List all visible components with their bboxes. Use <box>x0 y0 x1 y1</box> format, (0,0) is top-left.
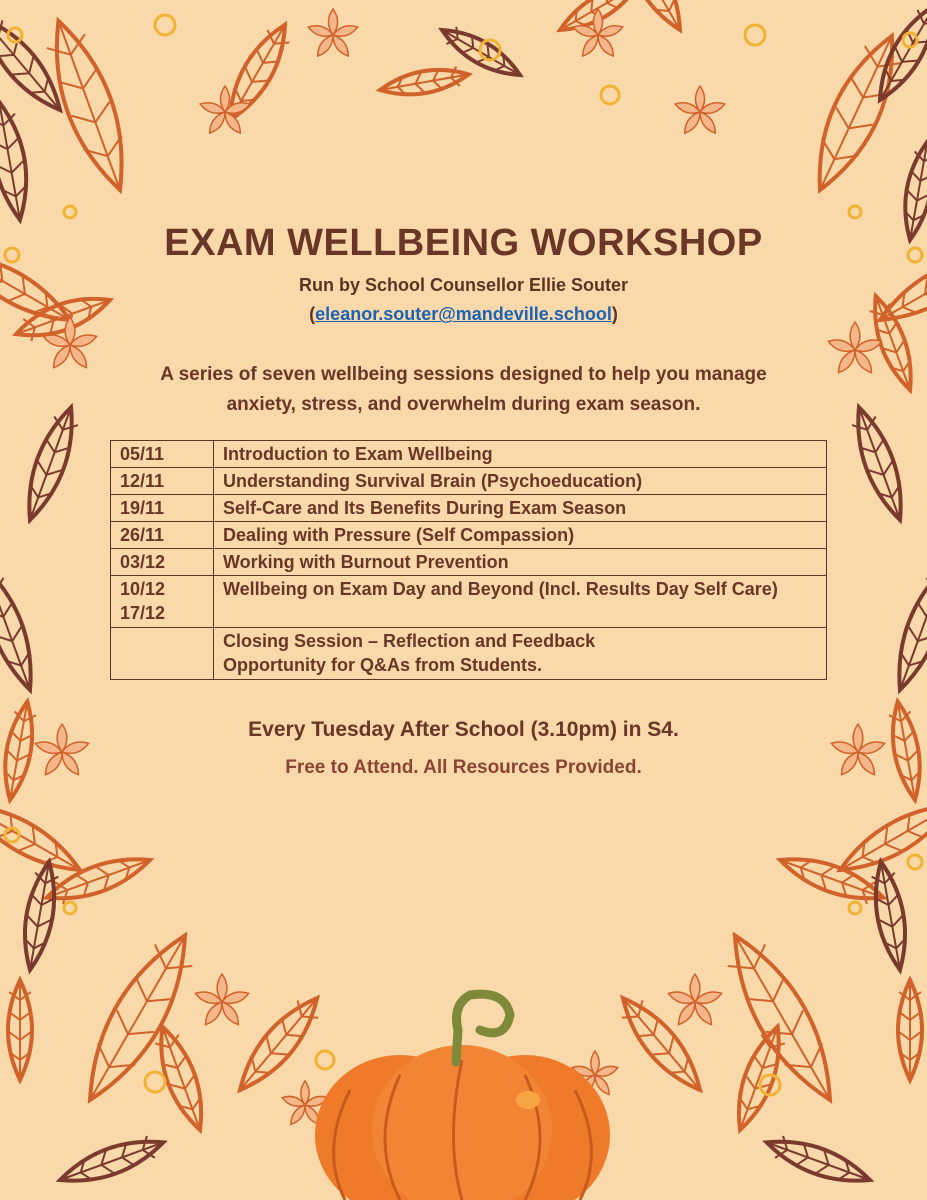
note-text: Free to Attend. All Resources Provided. <box>285 757 642 778</box>
paren-close: ) <box>611 304 618 324</box>
leaf-icon <box>868 0 927 107</box>
leaf-icon <box>846 402 913 524</box>
session-topic-line: Closing Session – Reflection and Feedback <box>223 631 596 651</box>
leaf-icon <box>898 980 922 1080</box>
dot-icon <box>64 902 76 914</box>
maple-leaf-icon <box>199 86 251 136</box>
description-line: anxiety, stress, and overwhelm during exam season. <box>226 394 701 415</box>
leaf-icon <box>17 402 84 524</box>
session-date: 05/11 <box>111 441 214 468</box>
session-topic: Understanding Survival Brain (Psychoeducation) <box>214 468 827 495</box>
session-date: 10/12 <box>120 579 166 599</box>
table-row <box>111 468 827 495</box>
leaf-icon <box>613 0 692 37</box>
maple-leaf-icon <box>307 9 359 59</box>
leaf-icon <box>868 859 913 972</box>
session-date: 12/11 <box>111 468 214 495</box>
dot-icon <box>849 206 861 218</box>
dot-icon <box>155 15 175 35</box>
session-topic: Self-Care and Its Benefits During Exam Season <box>214 495 827 522</box>
maple-leaf-icon <box>827 322 883 376</box>
session-date-second: 17/12 <box>120 603 166 623</box>
leaf-icon <box>149 1022 213 1135</box>
paren-open: ( <box>309 304 316 324</box>
leaf-icon <box>714 923 851 1112</box>
leaf-icon <box>0 563 44 695</box>
leaf-icon <box>727 1022 791 1135</box>
table-row <box>111 576 827 628</box>
description-line: A series of seven wellbeing sessions designed to help you manage <box>160 364 767 385</box>
leaf-icon <box>0 99 35 222</box>
pumpkin-icon <box>315 994 610 1200</box>
maple-leaf-icon <box>572 9 624 59</box>
maple-leaf-icon <box>667 974 723 1028</box>
leaf-icon <box>762 1130 874 1192</box>
email-line <box>0 304 927 325</box>
session-date <box>111 628 214 680</box>
session-date: 03/12 <box>111 549 214 576</box>
leaf-icon <box>886 563 927 695</box>
leaf-icon <box>17 859 62 972</box>
maple-leaf-icon <box>674 86 726 136</box>
counsellor-line: Run by School Counsellor Ellie Souter <box>298 275 629 295</box>
table-row <box>111 549 827 576</box>
session-date-cell <box>111 576 214 628</box>
dot-icon <box>849 902 861 914</box>
leaf-icon <box>776 848 888 910</box>
dot-icon <box>145 1072 165 1092</box>
email-link[interactable]: eleanor.souter@mandeville.school <box>315 304 612 324</box>
dot-icon <box>316 1051 334 1069</box>
dot-icon <box>64 206 76 218</box>
session-topic: Introduction to Exam Wellbeing <box>214 441 827 468</box>
table-row <box>111 628 827 680</box>
leaf-icon <box>56 1130 168 1192</box>
session-date: 26/11 <box>111 522 214 549</box>
leaf-icon <box>800 26 913 199</box>
leaf-icon <box>886 699 927 802</box>
table-row <box>111 522 827 549</box>
session-date: 19/11 <box>111 495 214 522</box>
leaf-icon <box>0 699 39 802</box>
dot-icon <box>908 855 922 869</box>
leaf-icon <box>8 980 32 1080</box>
table-row <box>111 495 827 522</box>
description <box>100 360 827 420</box>
session-topic: Wellbeing on Exam Day and Beyond (Incl. Results Day Self Care) <box>214 576 827 628</box>
session-topic <box>214 628 827 680</box>
maple-leaf-icon <box>42 317 98 371</box>
session-topic: Dealing with Pressure (Self Compassion) <box>214 522 827 549</box>
session-topic-line: Opportunity for Q&As from Students. <box>223 655 542 675</box>
dot-icon <box>745 25 765 45</box>
schedule-text: Every Tuesday After School (3.10pm) in S4. <box>248 718 679 741</box>
leaf-icon <box>229 988 329 1099</box>
table-row <box>111 441 827 468</box>
page-title: EXAM WELLBEING WORKSHOP <box>164 222 763 264</box>
leaf-icon <box>69 923 206 1112</box>
maple-leaf-icon <box>194 974 250 1028</box>
session-topic: Working with Burnout Prevention <box>214 549 827 576</box>
leaf-icon <box>378 64 470 101</box>
session-table <box>110 440 827 680</box>
dot-icon <box>601 86 619 104</box>
